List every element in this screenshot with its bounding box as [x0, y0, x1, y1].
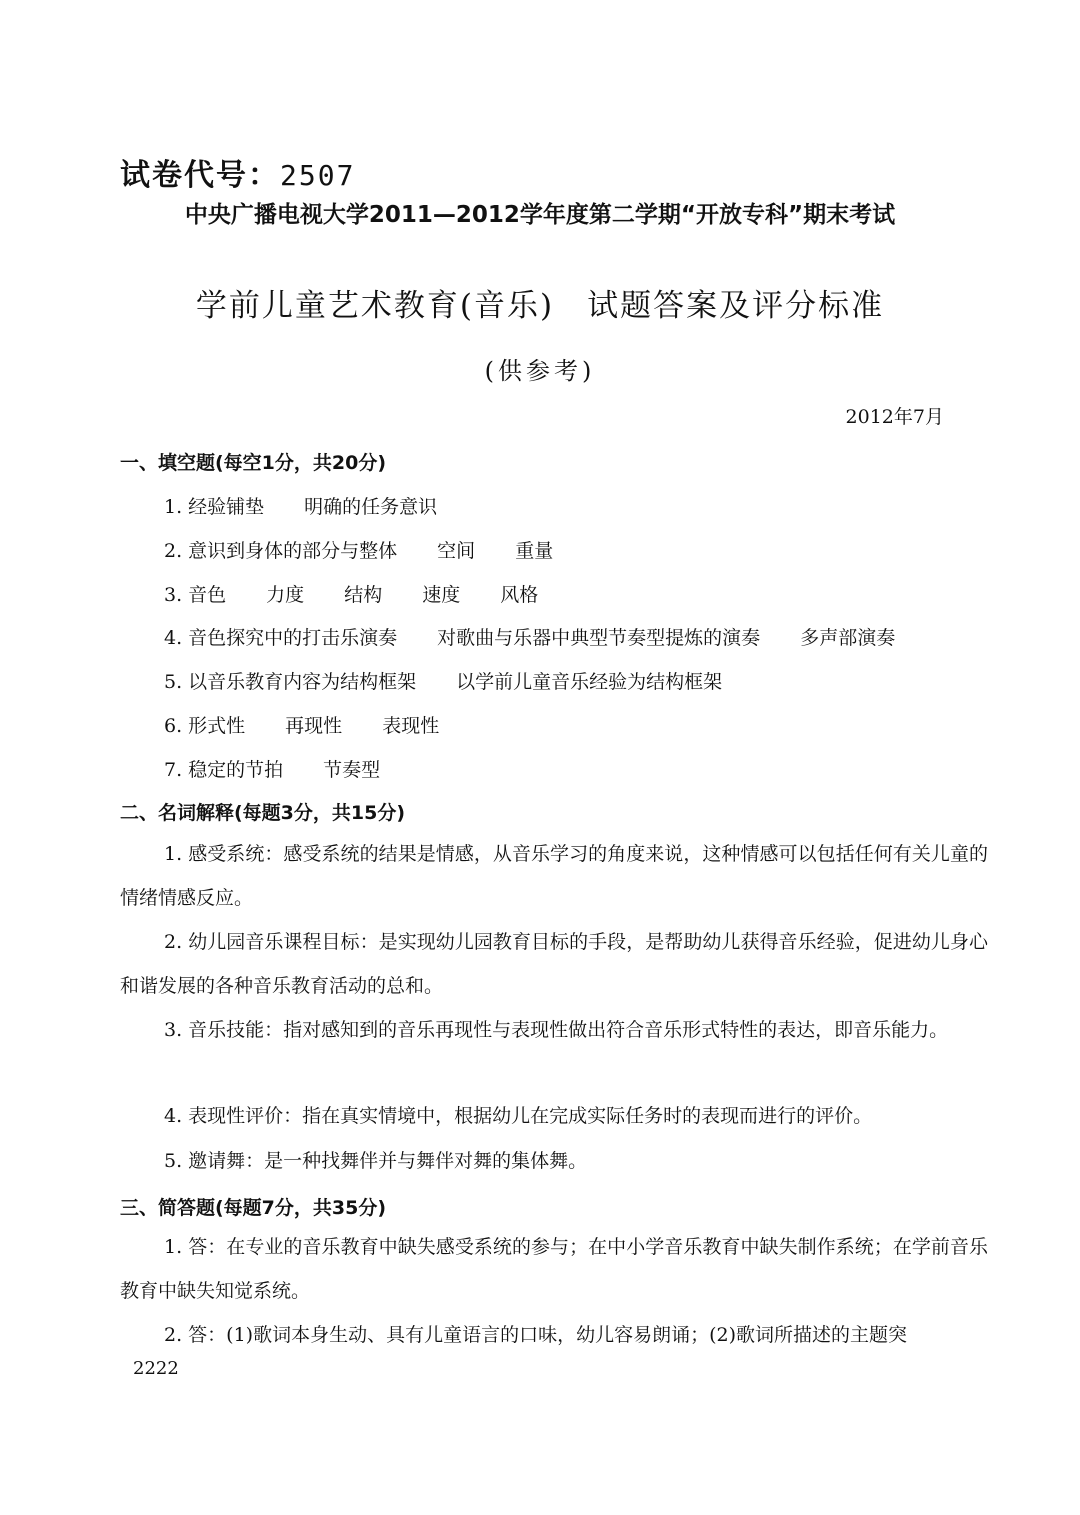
answer-text: 重量 — [515, 540, 554, 562]
page-number: 2222 — [133, 1358, 179, 1379]
answer-text: 明确的任务意识 — [304, 496, 438, 518]
exam-header: 中央广播电视大学2011—2012学年度第二学期“开放专科”期末考试 — [184, 202, 896, 228]
answer-text: 4. 音色探究中的打击乐演奏 — [164, 627, 398, 649]
answer-text: 结构 — [344, 584, 383, 606]
short-answer: 2. 答：(1)歌词本身生动、具有儿童语言的口味，幼儿容易朗诵；(2)歌词所描述的主题突 — [164, 1324, 907, 1346]
short-answer: 1. 答：在专业的音乐教育中缺失感受系统的参与；在中小学音乐教育中缺失制作系统；在学前音乐教育中缺失知觉系统。 — [120, 1236, 988, 1302]
term-definition: 3. 音乐技能：指对感知到的音乐再现性与表现性做出符合音乐形式特性的表达，即音乐能力。 — [164, 1019, 949, 1041]
answer-text: 力度 — [266, 584, 305, 606]
answer-text: 2. 意识到身体的部分与整体 — [164, 540, 398, 562]
fill-blank-item — [164, 667, 722, 694]
answer-text: 表现性 — [382, 715, 440, 737]
exam-code — [120, 150, 355, 194]
term-definition: 5. 邀请舞：是一种找舞伴并与舞伴对舞的集体舞。 — [164, 1150, 588, 1172]
answer-text: 再现性 — [285, 715, 343, 737]
answer-text: 1. 经验铺垫 — [164, 496, 265, 518]
section-heading-short-answer: 三、简答题(每题7分，共35分) — [120, 1197, 387, 1219]
answer-text: 对歌曲与乐器中典型节奏型提炼的演奏 — [437, 627, 761, 649]
fill-blank-item — [164, 492, 437, 519]
term-definition: 2. 幼儿园音乐课程目标：是实现幼儿园教育目标的手段，是帮助幼儿获得音乐经验，促进幼儿身心和谐发展的各种音乐教育活动的总和。 — [120, 931, 988, 997]
fill-blank-item — [164, 711, 439, 738]
answer-text: 节奏型 — [323, 759, 381, 781]
answer-text: 3. 音色 — [164, 584, 227, 606]
term-definition: 1. 感受系统：感受系统的结果是情感，从音乐学习的角度来说，这种情感可以包括任何有关儿童的情绪情感反应。 — [120, 843, 988, 909]
fill-blank-item — [164, 755, 380, 782]
fill-blank-item — [164, 536, 553, 563]
answer-text: 风格 — [500, 584, 539, 606]
exam-code-number: 2507 — [280, 159, 356, 192]
answer-text: 多声部演奏 — [800, 627, 896, 649]
answer-text: 5. 以音乐教育内容为结构框架 — [164, 671, 417, 693]
section-heading-terms: 二、名词解释(每题3分，共15分) — [120, 802, 406, 824]
answer-text: 空间 — [437, 540, 476, 562]
answer-text: 速度 — [422, 584, 461, 606]
fill-blank-item — [164, 623, 895, 650]
answer-text: 以学前儿童音乐经验为结构框架 — [456, 671, 723, 693]
exam-code-label: 试卷代号： — [120, 158, 280, 193]
answer-text: 7. 稳定的节拍 — [164, 759, 284, 781]
term-definition: 4. 表现性评价：指在真实情境中，根据幼儿在完成实际任务时的表现而进行的评价。 — [164, 1105, 873, 1127]
fill-blank-item — [164, 580, 538, 607]
page-title: 学前儿童艺术教育(音乐) 试题答案及评分标准 — [195, 288, 885, 324]
page-subtitle: (供参考) — [484, 357, 596, 385]
section-heading-fill-blank: 一、填空题(每空1分，共20分) — [120, 452, 387, 474]
answer-text: 6. 形式性 — [164, 715, 246, 737]
exam-date: 2012年7月 — [845, 406, 944, 428]
